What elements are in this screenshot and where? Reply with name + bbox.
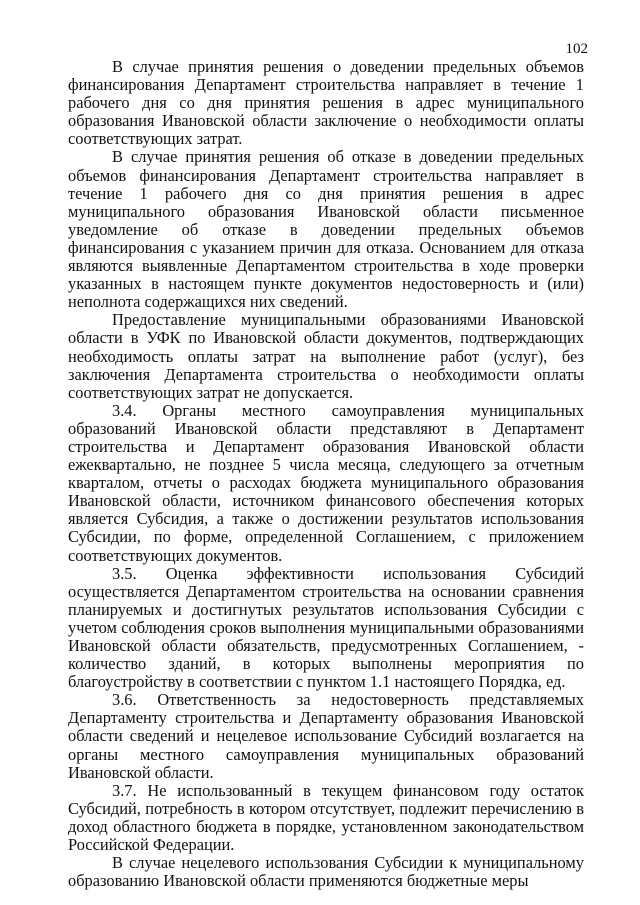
paragraph-ufk-documents: Предоставление муниципальными образованиями Ивановской области в УФК по Ивановской области документов, подтверждающих необходимость оплаты затрат на выполнение работ (услуг), без заключения Департамента строительства о необходимости оплаты соответствующих затрат не допускается. <box>68 310 584 402</box>
paragraph-decision-approval: В случае принятия решения о доведении предельных объемов финансирования Департамент строительства направляет в течение 1 рабочего дня со дня принятия решения в адрес муниципального образования Ивановской области заключение о необходимости оплаты соответствующих затрат. <box>68 57 584 149</box>
paragraph-decision-refusal: В случае принятия решения об отказе в доведении предельных объемов финансирования Департамент строительства направляет в течение 1 рабочего дня со дня принятия решения в адрес муниципального образования Ивановской области письменное уведомление об отказе в доведении предельных объемов финансирования с указанием причин для отказа. Основанием для отказа являются выявленные Департаментом строительства в ходе проверки указанных в настоящем пункте документов недостоверность и (или) неполнота содержащихся них сведений. <box>68 147 584 312</box>
paragraph-section-3-4: 3.4. Органы местного самоуправления муниципальных образований Ивановской области представляют в Департамент строительства и Департамент образования Ивановской области ежеквартально, не позднее 5 числа месяца, следующего за отчетным кварталом, отчеты о расходах бюджета муниципального образования Ивановской области, источником финансового обеспечения которых является Субсидия, а также о достижении результатов использования Субсидии, по форме, определенной Соглашением, с приложением соответствующих документов. <box>68 400 584 565</box>
document-body <box>68 58 584 890</box>
paragraph-misuse-measures: В случае нецелевого использования Субсидии к муниципальному образованию Ивановской области применяются бюджетные меры <box>68 853 584 891</box>
paragraph-section-3-6: 3.6. Ответственность за недостоверность представляемых Департаменту строительства и Департаменту образования Ивановской области сведений и нецелевое использование Субсидий возлагается на органы местного самоуправления муниципальных образований Ивановской области. <box>68 690 584 782</box>
paragraph-section-3-5: 3.5. Оценка эффективности использования Субсидий осуществляется Департаментом строительства на основании сравнения планируемых и достигнутых результатов использования Субсидии с учетом соблюдения сроков выполнения муниципальными образованиями Ивановской области обязательств, предусмотренных Соглашением, - количество зданий, в которых выполнены мероприятия по благоустройству в соответствии с пунктом 1.1 настоящего Порядка, ед. <box>68 563 584 692</box>
page-number: 102 <box>565 41 588 57</box>
paragraph-section-3-7: 3.7. Не использованный в текущем финансовом году остаток Субсидий, потребность в котором отсутствует, подлежит перечислению в доход областного бюджета в порядке, установленном законодательством Российской Федерации. <box>68 780 584 855</box>
